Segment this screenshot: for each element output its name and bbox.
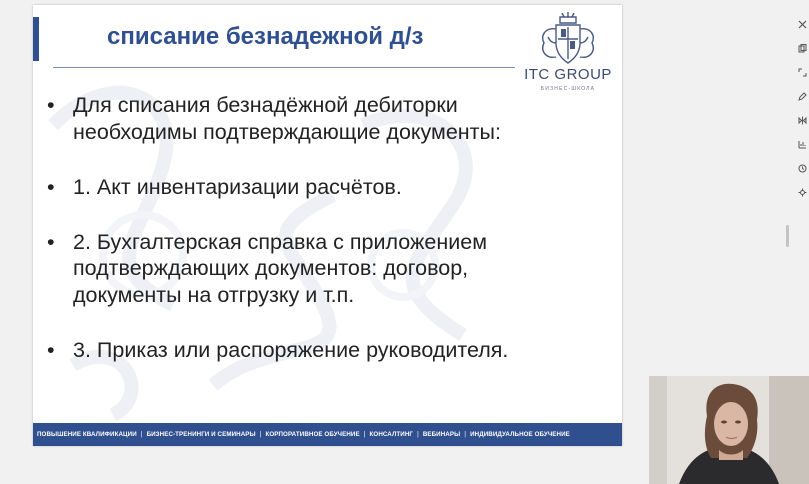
close-icon[interactable]: [798, 20, 807, 29]
bullet-list: [47, 92, 617, 364]
bullet-marker: •: [47, 175, 55, 199]
bullet-item: [47, 174, 617, 201]
footer-item-consulting: КОНСАЛТИНГ: [369, 431, 413, 438]
bullet-marker: •: [47, 338, 55, 362]
footer-item-trainings: БИЗНЕС-ТРЕНИНГИ И СЕМИНАРЫ: [146, 431, 256, 438]
shield-crest-icon: [536, 11, 600, 67]
footer-item-webinars: ВЕБИНАРЫ: [422, 431, 461, 438]
settings-icon[interactable]: [798, 188, 807, 197]
title-accent-bar: [33, 17, 39, 61]
footer-separator: |: [259, 431, 262, 438]
footer-separator: |: [363, 431, 366, 438]
slide-title: списание безнадежной д/з: [107, 23, 424, 50]
logo-wordmark: ITC GROUP: [524, 66, 612, 83]
chart-icon[interactable]: [798, 140, 807, 149]
footer-item-individual: ИНДИВИДУАЛЬНОЕ ОБУЧЕНИЕ: [470, 431, 570, 438]
copy-icon[interactable]: [798, 44, 807, 53]
presenter-webcam-feed: [649, 376, 809, 484]
presenter-video: [649, 376, 809, 484]
footer-separator: |: [464, 431, 467, 438]
itc-group-logo: [518, 11, 618, 97]
bullet-marker: •: [47, 93, 55, 117]
footer-services-band: [33, 423, 622, 446]
bullet-text: 1. Акт инвентаризации расчётов.: [73, 175, 402, 199]
presentation-slide: [33, 5, 622, 446]
footer-item-qualification: ПОВЫШЕНИЕ КВАЛИФИКАЦИИ: [37, 431, 137, 438]
scrollbar-thumb[interactable]: [786, 225, 789, 247]
bullet-text: 3. Приказ или распоряжение руководителя.: [73, 338, 509, 362]
bullet-text: 2. Бухгалтерская справка с приложением подтверждающих документов: договор, документы на отгрузку и т.п.: [73, 229, 487, 307]
bullet-marker: •: [47, 229, 55, 254]
bullet-item: [47, 229, 617, 309]
timer-icon[interactable]: [798, 164, 807, 173]
footer-separator: |: [417, 431, 419, 438]
expand-icon[interactable]: [798, 68, 807, 77]
bullet-item: [47, 92, 617, 145]
bullet-text: Для списания безнадёжной дебиторки необходимы подтверждающие документы:: [73, 93, 501, 144]
logo-tagline: БИЗНЕС-ШКОЛА: [540, 86, 596, 92]
pencil-icon[interactable]: [798, 92, 807, 101]
bullet-item: [47, 337, 617, 364]
title-divider: [53, 67, 515, 68]
footer-separator: |: [140, 431, 143, 438]
footer-item-corporate: КОРПОРАТИВНОЕ ОБУЧЕНИЕ: [265, 431, 360, 438]
flip-icon[interactable]: [798, 116, 807, 125]
